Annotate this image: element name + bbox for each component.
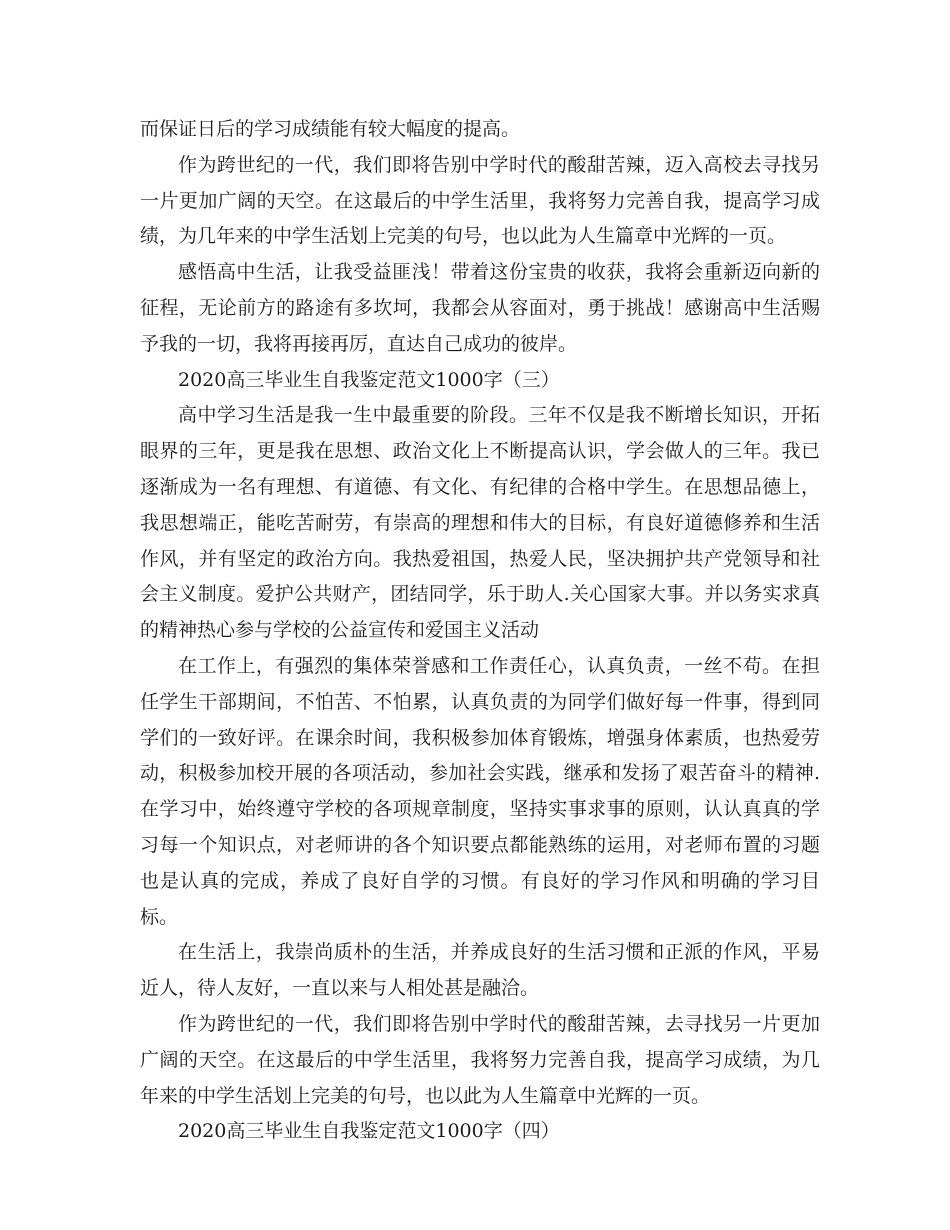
paragraph: 作为跨世纪的一代，我们即将告别中学时代的酸甜苦辣，去寻找另一片更加广阔的天空。在这最后的中学生活里，我将努力完善自我，提高学习成绩，为几年来的中学生活划上完美的句号，也以此为人生篇章中光辉的一页。 xyxy=(140,1012,820,1107)
document-body xyxy=(140,112,820,1150)
paragraph: 作为跨世纪的一代，我们即将告别中学时代的酸甜苦辣，迈入高校去寻找另一片更加广阔的天空。在这最后的中学生活里，我将努力完善自我，提高学习成绩，为几年来的中学生活划上完美的句号，也以此为人生篇章中光辉的一页。 xyxy=(140,153,820,248)
paragraph-continuation: 而保证日后的学习成绩能有较大幅度的提高。 xyxy=(140,118,521,140)
paragraph: 感悟高中生活，让我受益匪浅！带着这份宝贵的收获，我将会重新迈向新的征程，无论前方的路途有多坎坷，我都会从容面对，勇于挑战！感谢高中生活赐予我的一切，我将再接再厉，直达自己成功的彼岸。 xyxy=(140,261,820,355)
section-heading-four: 2020高三毕业生自我鉴定范文1000字（四） xyxy=(178,1120,560,1143)
paragraph: 在工作上，有强烈的集体荣誉感和工作责任心，认真负责，一丝不苟。在担任学生干部期间，不怕苦、不怕累，认真负责的为同学们做好每一件事，得到同学们的一致好评。在课余时间，我积极参加体育锻炼，增强身体素质，也热爱劳动，积极参加校开展的各项活动，参加社会实践，继承和发扬了艰苦奋斗的精神.在学习中，始终遵守学校的各项规章制度，坚持实事求事的原则，认认真真的学习每一个知识点，对老师讲的各个知识要点都能熟练的运用，对老师布置的习题也是认真的完成，养成了良好自学的习惯。有良好的学习作风和明确的学习目标。 xyxy=(140,654,820,928)
paragraph: 高中学习生活是我一生中最重要的阶段。三年不仅是我不断增长知识，开拓眼界的三年，更是我在思想、政治文化上不断提高认识，学会做人的三年。我已逐渐成为一名有理想、有道德、有文化、有纪律的合格中学生。在思想品德上，我思想端正，能吃苦耐劳，有崇高的理想和伟大的目标，有良好道德修养和生活作风，并有坚定的政治方向。我热爱祖国，热爱人民，坚决拥护共产党领导和社会主义制度。爱护公共财产，团结同学，乐于助人.关心国家大事。并以务实求真的精神热心参与学校的公益宣传和爱国主义活动 xyxy=(140,404,820,642)
section-heading-three: 2020高三毕业生自我鉴定范文1000字（三） xyxy=(178,368,560,391)
paragraph: 在生活上，我崇尚质朴的生活，并养成良好的生活习惯和正派的作风，平易近人，待人友好，一直以来与人相处甚是融洽。 xyxy=(140,941,820,1000)
